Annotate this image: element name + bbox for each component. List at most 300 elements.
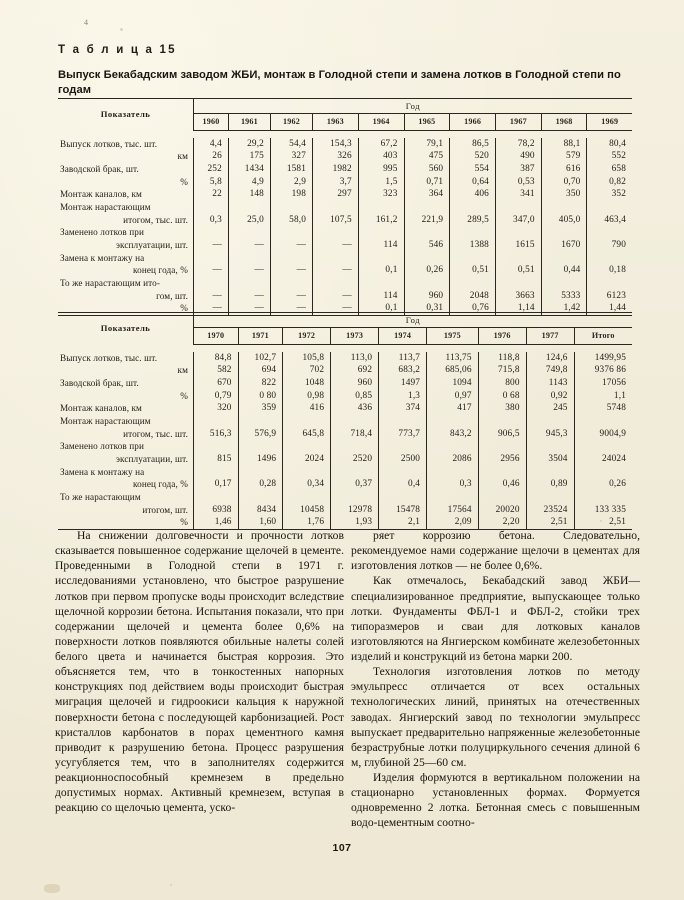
table-cell: 516,3 — [194, 428, 239, 441]
table-spacer-row — [58, 345, 632, 353]
table-cell — [194, 252, 229, 265]
table-cell: 702 — [283, 365, 331, 378]
table-cell: — — [194, 303, 229, 316]
table-cell: 6938 — [194, 504, 239, 517]
header-cell-1973: 1973 — [331, 328, 379, 345]
table-cell: 0,51 — [495, 265, 541, 278]
margin-mark: 4 — [84, 18, 89, 27]
table-cell: 1,14 — [495, 303, 541, 316]
table-cell — [194, 277, 229, 290]
table-cell: 1497 — [379, 377, 427, 390]
table-cell: 406 — [450, 189, 496, 202]
table-cell — [194, 202, 229, 215]
table-cell: 0,28 — [238, 479, 283, 492]
table-cell: 1,1 — [613, 390, 626, 401]
table-cell: 2,09 — [427, 517, 479, 530]
table-cell: 323 — [358, 189, 404, 202]
table-cell: 560 — [404, 163, 450, 176]
table-cell: 105,8 — [283, 352, 331, 365]
table-cell — [313, 202, 359, 215]
table-cell: 25,0 — [228, 214, 270, 227]
table-cell: 9004,9 — [599, 428, 626, 439]
table-cell: 0,70 — [541, 176, 587, 189]
table-cell — [331, 416, 379, 429]
table-cell: 289,5 — [450, 214, 496, 227]
table-cell: 5333 — [541, 290, 587, 303]
header-cell-1976: 1976 — [478, 328, 526, 345]
table-cell — [238, 491, 283, 504]
table-cell — [427, 491, 479, 504]
table-cell — [313, 277, 359, 290]
table-cell: 0,53 — [495, 176, 541, 189]
table-cell: 0,37 — [331, 479, 379, 492]
table-cell: 113,75 — [427, 352, 479, 365]
table-cell: 520 — [450, 151, 496, 164]
table-cell: 1670 — [541, 239, 587, 252]
table-cell: 12978 — [331, 504, 379, 517]
row-label: конец года, % — [58, 265, 194, 278]
table-cell: 0,17 — [194, 479, 239, 492]
table-cell: 843,2 — [427, 428, 479, 441]
table-cell: 1388 — [450, 239, 496, 252]
table-number-caption: Т а б л и ц а 15 — [58, 44, 177, 56]
table-cell: 1496 — [238, 453, 283, 466]
table-cell: 416 — [283, 403, 331, 416]
table-cell — [587, 227, 632, 240]
table-cell: 0,76 — [450, 303, 496, 316]
table-cell: 658 — [611, 164, 626, 174]
table-cell: — — [313, 303, 359, 316]
table-cell: 554 — [450, 163, 496, 176]
table-cell: 2048 — [450, 290, 496, 303]
table-header-row-group — [58, 99, 632, 114]
table-cell — [495, 227, 541, 240]
table-cell: — — [270, 290, 312, 303]
row-label: км — [58, 151, 194, 164]
table-cell: 9376 86 — [594, 365, 626, 376]
table-cell: 364 — [404, 189, 450, 202]
table-cell: 374 — [379, 403, 427, 416]
table-cell: 359 — [238, 403, 283, 416]
row-label: Замена к монтажу на — [58, 466, 194, 479]
row-label: Монтаж нарастающим — [58, 202, 194, 215]
table-cell: 1143 — [526, 377, 574, 390]
table-row — [58, 453, 632, 466]
table-cell: 417 — [427, 403, 479, 416]
table-cell: 3,7 — [313, 176, 359, 189]
table-cell: 546 — [404, 239, 450, 252]
table-cell: 198 — [270, 189, 312, 202]
header-cell-1970: 1970 — [194, 328, 239, 345]
row-label: Заводской брак, шт. — [58, 163, 194, 176]
table-cell: — — [194, 239, 229, 252]
table-cell — [495, 252, 541, 265]
header-cell-indicator: Показатель — [58, 313, 194, 345]
table-cell: 3663 — [495, 290, 541, 303]
table-cell: 0 68 — [478, 390, 526, 403]
table-cell — [404, 277, 450, 290]
table-cell: 23524 — [526, 504, 574, 517]
table-row — [58, 202, 632, 215]
table-cell: — — [313, 239, 359, 252]
table-cell — [478, 466, 526, 479]
table-cell: 576,9 — [238, 428, 283, 441]
table-cell — [526, 491, 574, 504]
table-cell: 475 — [404, 151, 450, 164]
row-label: итогом, тыс. шт. — [58, 428, 194, 441]
table-cell: 0,44 — [541, 265, 587, 278]
table-cell — [478, 441, 526, 454]
table-cell: 960 — [404, 290, 450, 303]
table-cell: 8434 — [238, 504, 283, 517]
row-label: гом, шт. — [58, 290, 194, 303]
table-cell: 0,85 — [331, 390, 379, 403]
table-cell: 0,18 — [609, 265, 626, 276]
table-cell: — — [228, 265, 270, 278]
table-cell: 84,8 — [194, 352, 239, 365]
header-cell-indicator: Показатель — [58, 99, 194, 131]
table-cell: 683,2 — [379, 365, 427, 378]
table-cell: 341 — [495, 189, 541, 202]
table-cell — [194, 416, 239, 429]
table-cell — [526, 416, 574, 429]
table-cell: 1499,95 — [594, 352, 626, 363]
table-cell: 2520 — [331, 453, 379, 466]
body-text-left-column — [55, 528, 344, 815]
table-cell — [331, 466, 379, 479]
table-cell: 17056 — [602, 378, 626, 388]
table-cell: 718,4 — [331, 428, 379, 441]
table-cell — [541, 277, 587, 290]
table-cell: 0,79 — [194, 390, 239, 403]
table-cell: — — [270, 303, 312, 316]
table-row — [58, 352, 632, 365]
row-label: % — [58, 390, 194, 403]
table-row — [58, 176, 632, 189]
table-cell: 326 — [313, 151, 359, 164]
row-label: эксплуатации, шт. — [58, 453, 194, 466]
row-label: Монтаж нарастающим — [58, 416, 194, 429]
table-row — [58, 227, 632, 240]
table-row — [58, 441, 632, 454]
table-cell — [228, 227, 270, 240]
table-cell — [194, 466, 239, 479]
table-row — [58, 214, 632, 227]
row-label: итогом, тыс. шт. — [58, 214, 194, 227]
table-cell: 995 — [358, 163, 404, 176]
table-row — [58, 377, 632, 390]
table-cell: 815 — [194, 453, 239, 466]
row-label: Заводской брак, шт. — [58, 377, 194, 390]
table-cell: 2500 — [379, 453, 427, 466]
paragraph: Как отмечалось, Бекабадский завод ЖБИ—специализированное предприятие, выпускающее только лотки. Фундаменты ФБЛ-1 и ФБЛ-2, стойки трех типоразмеров и сваи для лотковых каналов изготовляются на Янгиерском комбинате железобетонных изделий и конструкций из бетона марки 200. — [351, 574, 640, 663]
table-cell: — — [228, 239, 270, 252]
table-cell: 616 — [541, 163, 587, 176]
header-cell-1968: 1968 — [541, 114, 587, 131]
table-cell — [358, 227, 404, 240]
table-cell: 113,0 — [331, 352, 379, 365]
table-cell: 161,2 — [358, 214, 404, 227]
table-cell: 4,9 — [228, 176, 270, 189]
table-cell — [587, 277, 632, 290]
row-label: То же нарастающим — [58, 491, 194, 504]
table-cell: 24024 — [602, 454, 626, 464]
table-cell — [270, 252, 312, 265]
table-cell: — — [313, 290, 359, 303]
table-cell — [526, 466, 574, 479]
table-cell: 80,4 — [609, 138, 626, 149]
table-2-header — [58, 313, 632, 345]
table-row — [58, 151, 632, 164]
table-cell — [194, 491, 239, 504]
row-label: км — [58, 365, 194, 378]
table-cell: 88,1 — [541, 138, 587, 151]
header-cell-1972: 1972 — [283, 328, 331, 345]
table-cell — [379, 441, 427, 454]
row-label: % — [58, 517, 194, 530]
table-cell: 58,0 — [270, 214, 312, 227]
table-row — [58, 277, 632, 290]
table-cell: 694 — [238, 365, 283, 378]
table-row — [58, 163, 632, 176]
table-spacer-row — [58, 131, 632, 139]
table-cell — [450, 227, 496, 240]
table-cell: 352 — [611, 189, 626, 200]
table-cell: 78,2 — [495, 138, 541, 151]
table-cell: 0,97 — [427, 390, 479, 403]
table-title: Выпуск Бекабадским заводом ЖБИ, монтаж в Голодной степи и замена лотков в Голодной степи по годам — [58, 69, 621, 96]
table-cell: 1048 — [283, 377, 331, 390]
table-cell: 15478 — [379, 504, 427, 517]
table-cell: 692 — [331, 365, 379, 378]
table-cell: 1581 — [270, 163, 312, 176]
data-table-1960-1969 — [58, 98, 632, 316]
table-1-body — [58, 131, 632, 316]
table-cell — [541, 202, 587, 215]
table-cell — [574, 466, 632, 479]
table-cell — [194, 441, 239, 454]
table-cell: 387 — [495, 163, 541, 176]
table-cell — [194, 227, 229, 240]
table-cell — [404, 202, 450, 215]
table-cell — [404, 252, 450, 265]
table-cell — [238, 416, 283, 429]
table-cell: 0,26 — [609, 479, 626, 490]
table-cell: 670 — [194, 377, 239, 390]
table-cell: 221,9 — [404, 214, 450, 227]
table-cell: 773,7 — [379, 428, 427, 441]
table-cell: 79,1 — [404, 138, 450, 151]
header-cell-1977: 1977 — [526, 328, 574, 345]
table-cell: 2024 — [283, 453, 331, 466]
table-cell — [587, 202, 632, 215]
table-cell: 0,89 — [526, 479, 574, 492]
table-cell: 1982 — [313, 163, 359, 176]
table-cell — [495, 277, 541, 290]
table-cell: 380 — [478, 403, 526, 416]
paper-smudge — [44, 884, 60, 893]
table-cell: 2,9 — [270, 176, 312, 189]
table-cell — [379, 491, 427, 504]
table-cell: — — [194, 290, 229, 303]
paragraph: ряет коррозию бетона. Следовательно, рекомендуемое нами содержание щелочи в цементах для изготовления лотков — не более 0,6%. — [351, 529, 640, 573]
header-cell-1975: 1975 — [427, 328, 479, 345]
table-cell — [404, 227, 450, 240]
table-cell — [270, 202, 312, 215]
table-cell: 20020 — [478, 504, 526, 517]
table-cell — [331, 491, 379, 504]
row-label: % — [58, 303, 194, 316]
table-cell — [238, 466, 283, 479]
table-cell: 685,06 — [427, 365, 479, 378]
table-cell — [450, 202, 496, 215]
row-label: конец года, % — [58, 479, 194, 492]
table-cell: 800 — [478, 377, 526, 390]
table-cell: 0,3 — [194, 214, 229, 227]
header-cell-1971: 1971 — [238, 328, 283, 345]
table-row — [58, 466, 632, 479]
table-cell — [331, 441, 379, 454]
table-cell — [283, 491, 331, 504]
table-cell: 5,8 — [194, 176, 229, 189]
table-cell: 1,44 — [587, 303, 632, 316]
table-cell: 0 80 — [238, 390, 283, 403]
row-label: Выпуск лотков, тыс. шт. — [58, 352, 194, 365]
table-cell: 405,0 — [541, 214, 587, 227]
table-cell — [526, 441, 574, 454]
table-cell: 2,1 — [379, 517, 427, 530]
table-2-body — [58, 345, 632, 530]
table-cell: 1,60 — [238, 517, 283, 530]
header-cell-year-group: Год — [194, 99, 633, 114]
table-cell: 749,8 — [526, 365, 574, 378]
data-table-1970-total — [58, 312, 632, 530]
table-cell: 790 — [611, 240, 626, 250]
table-cell: — — [270, 265, 312, 278]
table-cell: 0,4 — [379, 479, 427, 492]
table-cell — [478, 416, 526, 429]
table-cell: 175 — [228, 151, 270, 164]
table-cell — [238, 441, 283, 454]
table-cell — [358, 277, 404, 290]
table-cell: 133 335 — [594, 504, 626, 515]
table-cell: 154,3 — [313, 138, 359, 151]
table-cell: 1,42 — [541, 303, 587, 316]
header-cell-1967: 1967 — [495, 114, 541, 131]
table-cell: 2956 — [478, 453, 526, 466]
header-cell-1965: 1965 — [404, 114, 450, 131]
table-row — [58, 428, 632, 441]
table-cell: 552 — [611, 151, 626, 162]
table-cell: 582 — [194, 365, 239, 378]
table-cell: 102,7 — [238, 352, 283, 365]
table-cell: 0,31 — [404, 303, 450, 316]
header-cell-1960: 1960 — [194, 114, 229, 131]
table-cell: 4,4 — [194, 138, 229, 151]
table-cell — [358, 252, 404, 265]
table-cell — [587, 252, 632, 265]
table-cell: 0,1 — [358, 303, 404, 316]
table-cell: 86,5 — [450, 138, 496, 151]
table-cell: 17564 — [427, 504, 479, 517]
header-cell-1962: 1962 — [270, 114, 312, 131]
table-row — [58, 252, 632, 265]
table-cell: 114 — [358, 239, 404, 252]
table-cell: 6123 — [606, 290, 626, 301]
table-cell — [450, 277, 496, 290]
table-cell — [358, 202, 404, 215]
table-cell: 490 — [495, 151, 541, 164]
table-cell: 29,2 — [228, 138, 270, 151]
table-cell: 297 — [313, 189, 359, 202]
table-cell: 715,8 — [478, 365, 526, 378]
table-cell: 22 — [194, 189, 229, 202]
header-cell-итого: Итого — [574, 328, 632, 345]
table-cell: 0,1 — [358, 265, 404, 278]
table-cell: 0,92 — [526, 390, 574, 403]
table-cell — [379, 466, 427, 479]
table-cell: 1,5 — [358, 176, 404, 189]
table-cell: 945,3 — [526, 428, 574, 441]
table-cell: — — [228, 303, 270, 316]
table-cell: 0,46 — [478, 479, 526, 492]
table-cell: 0,26 — [404, 265, 450, 278]
table-row — [58, 403, 632, 416]
table-cell: 1434 — [228, 163, 270, 176]
table-cell: 0,64 — [450, 176, 496, 189]
table-cell: 2,20 — [478, 517, 526, 530]
table-row — [58, 138, 632, 151]
table-cell: 645,8 — [283, 428, 331, 441]
page-number: 107 — [332, 842, 352, 854]
header-cell-1964: 1964 — [358, 114, 404, 131]
table-row — [58, 365, 632, 378]
table-cell — [478, 491, 526, 504]
table-cell: 0,71 — [404, 176, 450, 189]
table-cell: 1615 — [495, 239, 541, 252]
table-1-header — [58, 99, 632, 131]
table-row — [58, 504, 632, 517]
row-label: итогом, шт. — [58, 504, 194, 517]
table-row — [58, 189, 632, 202]
table-cell — [228, 277, 270, 290]
table-cell: 327 — [270, 151, 312, 164]
table-cell: 2,51 — [574, 517, 632, 530]
table-cell — [495, 202, 541, 215]
table-row — [58, 491, 632, 504]
table-cell: 114 — [358, 290, 404, 303]
table-cell: — — [228, 290, 270, 303]
table-cell: 0,98 — [283, 390, 331, 403]
row-label: Монтаж каналов, км — [58, 403, 194, 416]
table-cell: 906,5 — [478, 428, 526, 441]
header-cell-1963: 1963 — [313, 114, 359, 131]
table-cell: 1094 — [427, 377, 479, 390]
row-label: Заменено лотков при — [58, 227, 194, 240]
table-row — [58, 390, 632, 403]
table-cell: 54,4 — [270, 138, 312, 151]
row-label: Монтаж каналов, км — [58, 189, 194, 202]
table-cell: 403 — [358, 151, 404, 164]
body-text-right-column — [351, 528, 640, 831]
table-cell: 0,51 — [450, 265, 496, 278]
table-header-row-group — [58, 313, 632, 328]
table-cell — [427, 416, 479, 429]
table-cell — [228, 202, 270, 215]
table-cell: 0,82 — [609, 176, 626, 187]
table-cell: 579 — [541, 151, 587, 164]
table-cell: 26 — [194, 151, 229, 164]
